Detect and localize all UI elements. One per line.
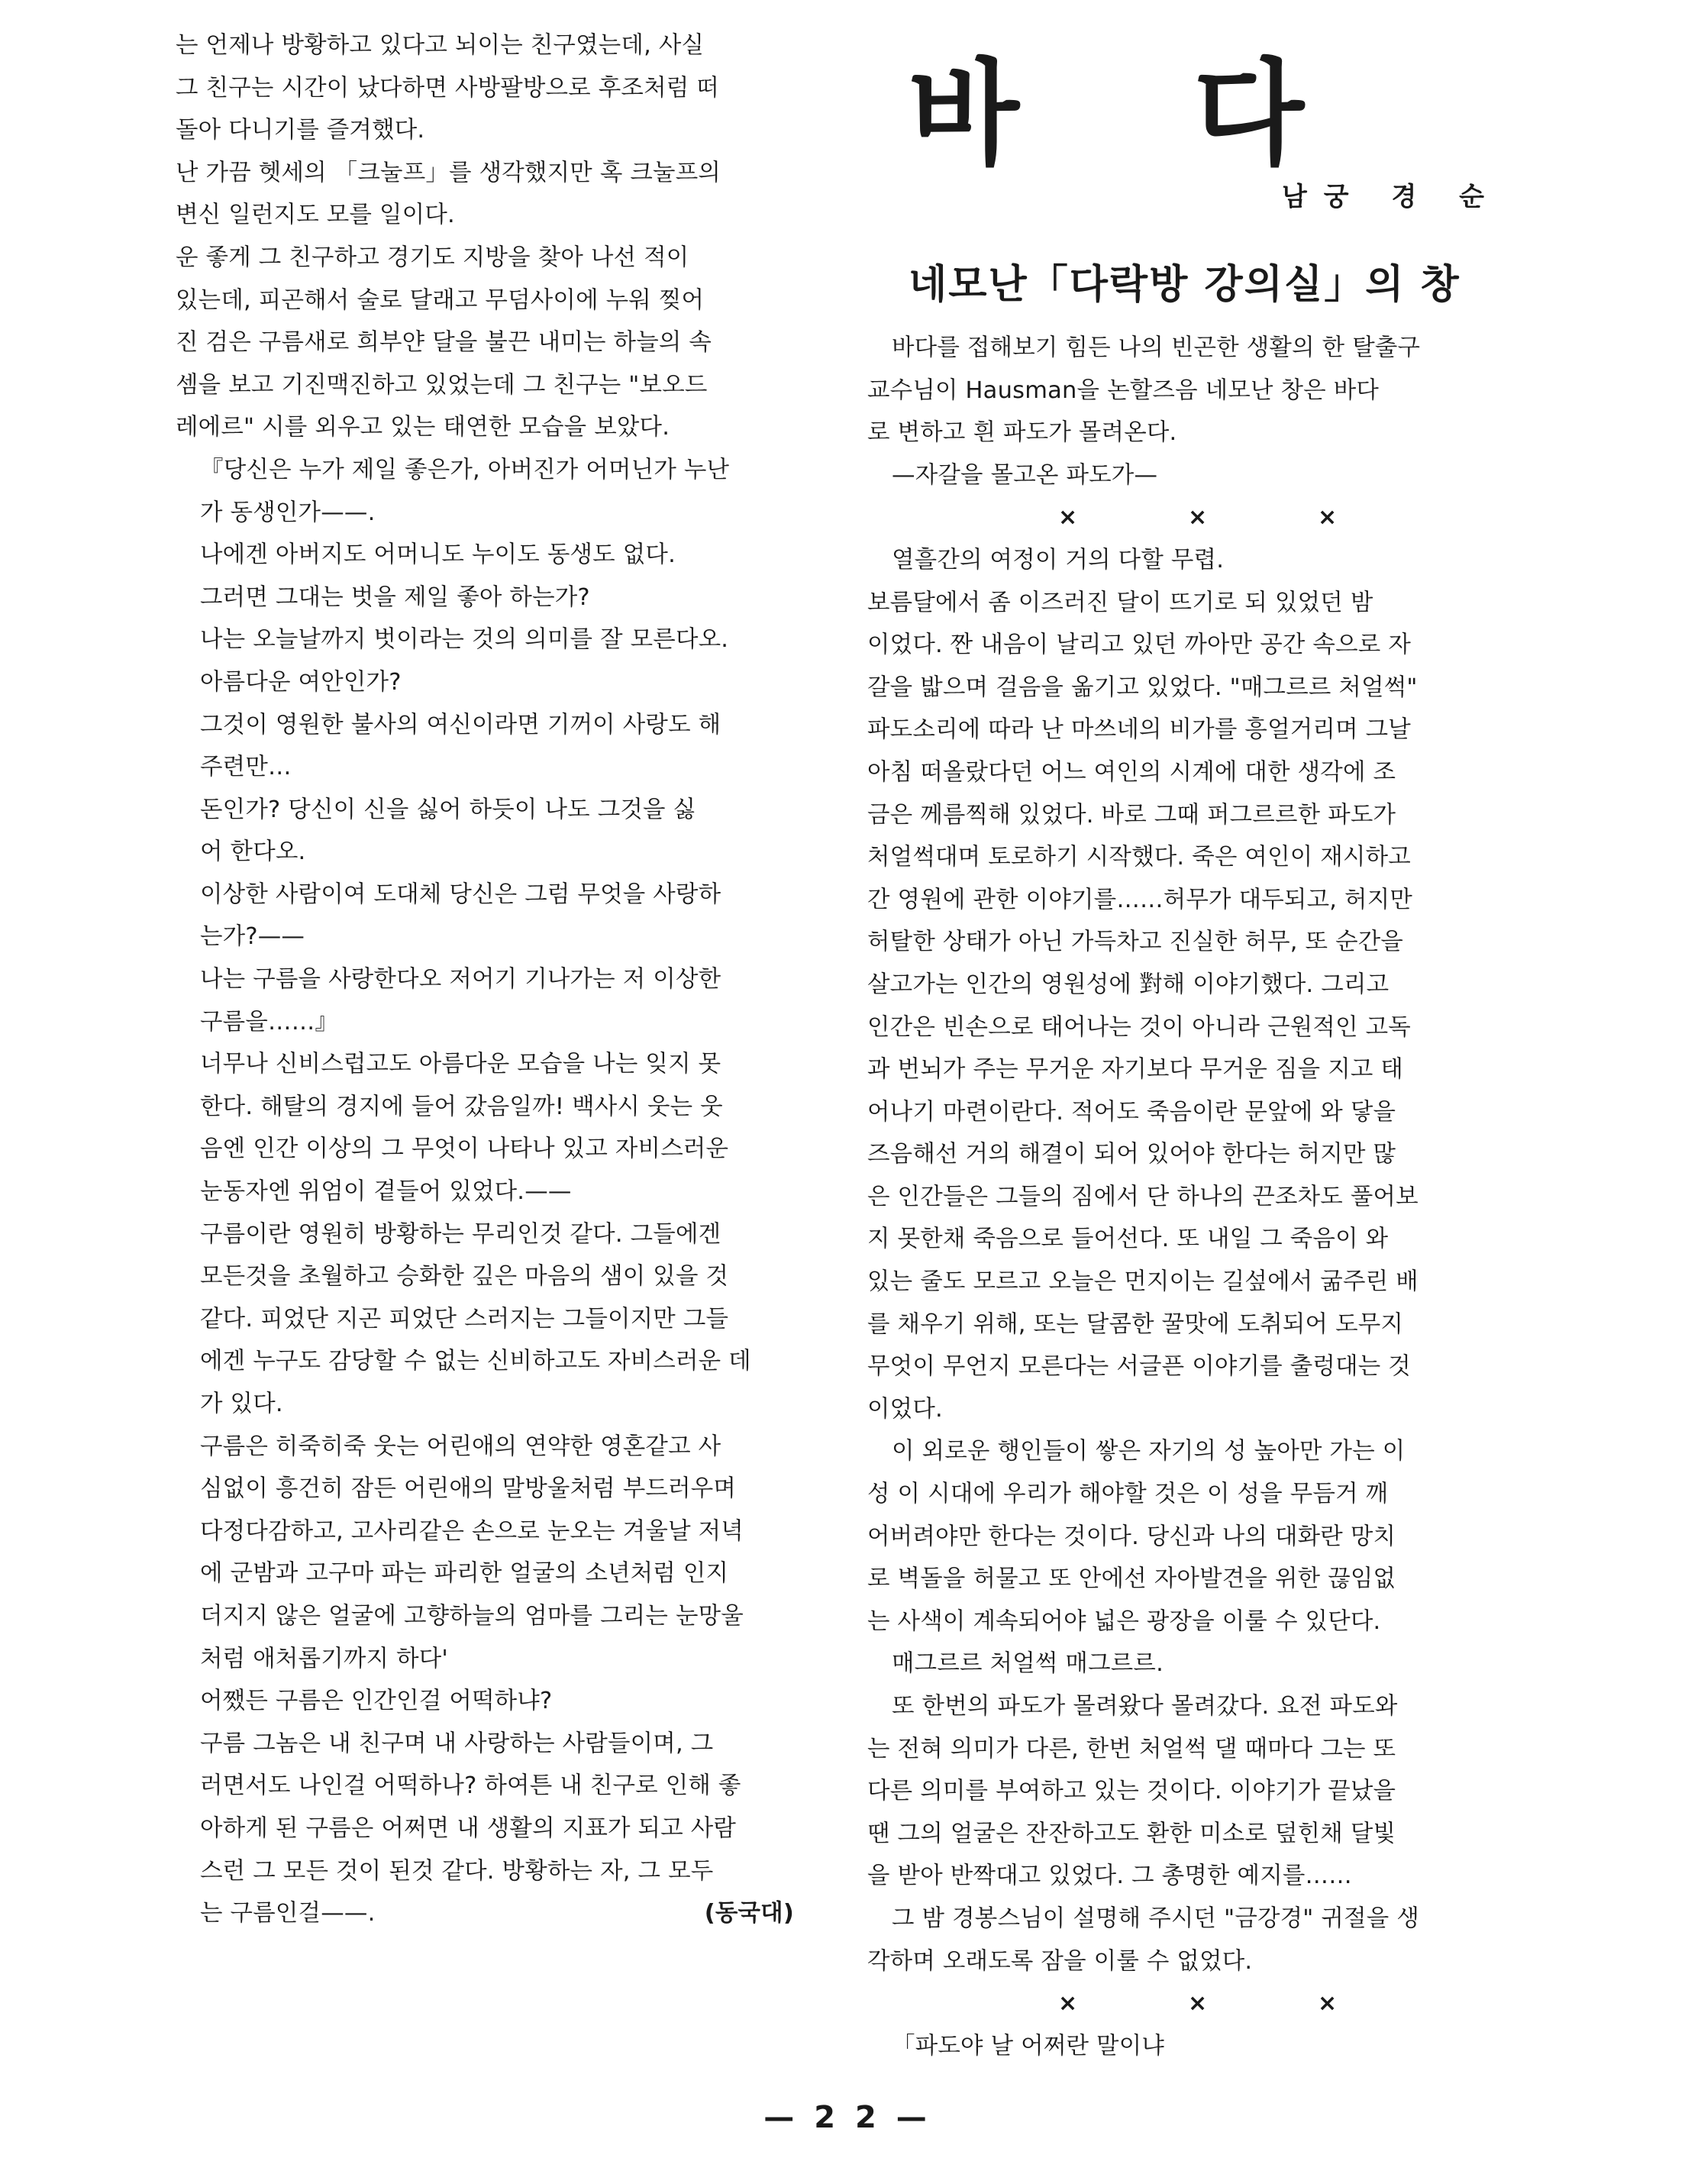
text-line: —자갈을 몰고온 파도가— [892, 461, 1158, 489]
text-line: 는가?—— [200, 923, 305, 951]
author-affiliation: (동국대) [704, 1900, 794, 1927]
text-line: 즈음해선 거의 해결이 되어 있어야 한다는 허지만 많 [867, 1141, 1396, 1168]
text-line: 「파도야 날 어쩌란 말이냐 [892, 2032, 1165, 2060]
text-line: 다정다감하고, 고사리같은 손으로 눈오는 겨울날 저녁 [200, 1517, 744, 1545]
text-line: 각하며 오래도록 잠을 이룰 수 없었다. [867, 1947, 1253, 1975]
separator-mark: × [1058, 1990, 1078, 2018]
text-line: 허탈한 상태가 아닌 가득차고 진실한 허무, 또 순간을 [867, 929, 1404, 956]
text-line: 나는 구름을 사랑한다오 저어기 기나가는 저 이상한 [200, 966, 721, 993]
text-line: 성 이 시대에 우리가 해야할 것은 이 성을 무듬거 깨 [867, 1481, 1389, 1508]
text-line: 땐 그의 얼굴은 잔잔하고도 환한 미소로 덮힌채 달빛 [867, 1820, 1396, 1847]
author-name: 남궁 경 순 [1281, 182, 1501, 212]
text-line: 살고가는 인간의 영원성에 對해 이야기했다. 그리고 [867, 971, 1390, 998]
text-line: 을 받아 반짝대고 있었다. 그 총명한 예지를…… [867, 1863, 1352, 1890]
text-line: 처럼 애처롭기까지 하다' [200, 1645, 449, 1672]
text-line: 변신 일런지도 모를 일이다. [176, 202, 455, 229]
text-line: 이상한 사람이여 도대체 당신은 그럼 무엇을 사랑하 [200, 880, 721, 908]
text-line: 돌아 다니기를 즐겨했다. [176, 117, 425, 144]
text-line: 어버려야만 한다는 것이다. 당신과 나의 대화란 망치 [867, 1523, 1396, 1550]
text-line: 에겐 누구도 감당할 수 없는 신비하고도 자비스러운 데 [200, 1348, 751, 1375]
text-line: 심없이 흥건히 잠든 어린애의 말방울처럼 부드러우며 [200, 1475, 737, 1503]
text-line: 인간은 빈손으로 태어나는 것이 아니라 근원적인 고독 [867, 1013, 1411, 1041]
section-separator [867, 496, 1539, 539]
text-line: 은 인간들은 그들의 짐에서 단 하나의 끈조차도 풀어보 [867, 1183, 1419, 1210]
right-column-essay [867, 46, 1539, 2060]
separator-mark: × [1318, 504, 1338, 531]
article-title: 바 다 [909, 48, 1372, 181]
separator-mark: × [1188, 1990, 1208, 2018]
text-line: 매그르르 처얼썩 매그르르. [892, 1650, 1164, 1678]
text-line: 어나기 마련이란다. 적어도 죽음이란 문앞에 와 닿을 [867, 1098, 1396, 1126]
text-line: 를 채우기 위해, 또는 달콤한 꿀맛에 도취되어 도무지 [867, 1310, 1404, 1338]
text-line: 주련만… [200, 754, 292, 781]
text-line: 이었다. [867, 1395, 943, 1423]
text-line: 바다를 접해보기 힘든 나의 빈곤한 생활의 한 탈출구 [892, 334, 1421, 361]
separator-mark: × [1318, 1990, 1338, 2018]
text-line: 가 동생인가——. [200, 499, 376, 526]
text-line: 너무나 신비스럽고도 아름다운 모습을 나는 잊지 못 [200, 1051, 721, 1078]
text-line: 는 언제나 방황하고 있다고 뇌이는 친구였는데, 사실 [176, 32, 705, 59]
text-line: 한다. 해탈의 경지에 들어 갔음일까! 백사시 웃는 웃 [200, 1093, 723, 1120]
text-line: 간 영원에 관한 이야기를……허무가 대두되고, 허지만 [867, 886, 1413, 913]
text-line: 『당신은 누가 제일 좋은가, 아버진가 어머닌가 누난 [200, 456, 730, 483]
text-line: 있는 줄도 모르고 오늘은 먼지이는 길섶에서 굶주린 배 [867, 1268, 1419, 1296]
text-line: 는 사색이 계속되어야 넓은 광장을 이룰 수 있단다. [867, 1607, 1381, 1635]
text-line: 이 외로운 행인들이 쌓은 자기의 성 높아만 가는 이 [892, 1438, 1406, 1465]
text-line: 아침 떠올랐다던 어느 여인의 시계에 대한 생각에 조 [867, 758, 1396, 786]
text-line: 더지지 않은 얼굴에 고향하늘의 엄마를 그리는 눈망울 [200, 1602, 744, 1630]
text-line: 눈동자엔 위엄이 곁들어 있었다.—— [200, 1178, 572, 1206]
text-line: 아름다운 여안인가? [200, 668, 402, 696]
text-line: 지 못한채 죽음으로 들어선다. 또 내일 그 죽음이 와 [867, 1226, 1389, 1253]
text-line: 금은 께름찍해 있었다. 바로 그때 퍼그르르한 파도가 [867, 801, 1396, 829]
text-line: 가 있다. [200, 1391, 283, 1417]
text-line: 로 변하고 흰 파도가 몰려온다. [867, 419, 1177, 447]
text-line: 운 좋게 그 친구하고 경기도 지방을 찾아 나선 적이 [176, 244, 689, 271]
text-line: 그 친구는 시간이 났다하면 사방팔방으로 후조처럼 떠 [176, 74, 719, 102]
page-number: — 2 2 — [763, 2100, 931, 2135]
section-separator [867, 1982, 1539, 2025]
text-line: 나에겐 아버지도 어머니도 누이도 동생도 없다. [200, 541, 676, 569]
text-line: 파도소리에 따라 난 마쓰네의 비가를 흥얼거리며 그날 [867, 716, 1411, 744]
text-line: 그것이 영원한 불사의 여신이라면 기꺼이 사랑도 해 [200, 711, 721, 738]
text-line: 열흘간의 여정이 거의 다할 무렵. [892, 546, 1225, 573]
text-line: 는 구름인걸——. (동국대) [176, 1892, 825, 1935]
text-line: 구름을……』 [200, 1008, 339, 1035]
text-line: 같다. 피었단 지곤 피었단 스러지는 그들이지만 그들 [200, 1305, 729, 1333]
text-line: 난 가끔 헷세의 「크눌프」를 생각했지만 혹 크눌프의 [176, 159, 721, 186]
text-line: 나는 오늘날까지 벗이라는 것의 의미를 잘 모른다오. [200, 626, 729, 654]
text-line: 이었다. 짠 내음이 날리고 있던 까아만 공간 속으로 자 [867, 632, 1411, 659]
text-line: 다른 의미를 부여하고 있는 것이다. 이야기가 끝났을 [867, 1778, 1396, 1805]
text-line: 구름이란 영원히 방황하는 무리인것 같다. 그들에겐 [200, 1220, 721, 1248]
text-line: 있는데, 피곤해서 술로 달래고 무덤사이에 누워 찢어 [176, 286, 705, 314]
text-line: 또 한번의 파도가 몰려왔다 몰려갔다. 요전 파도와 [892, 1693, 1398, 1720]
text-line: 어쨌든 구름은 인간인걸 어떡하냐? [200, 1688, 553, 1715]
text-line: 에 군밤과 고구마 파는 파리한 얼굴의 소년처럼 인지 [200, 1560, 729, 1588]
text-line: 구름은 히죽히죽 웃는 어린애의 연약한 영혼같고 사 [200, 1433, 721, 1460]
text-line: 아하게 된 구름은 어쩌면 내 생활의 지표가 되고 사람 [200, 1814, 737, 1842]
text-line: 교수님이 Hausman을 논할즈음 네모난 창은 바다 [867, 376, 1380, 404]
text-line: 레에르" 시를 외우고 있는 태연한 모습을 보았다. [176, 414, 670, 441]
text-line: 무엇이 무언지 모른다는 서글픈 이야기를 출렁대는 것 [867, 1353, 1411, 1381]
article-subtitle: 네모난「다락방 강의실」의 창 [909, 262, 1461, 308]
right-body-text [867, 327, 1539, 2067]
article-header [867, 46, 1539, 212]
text-line: 처얼썩대며 토로하기 시작했다. 죽은 여인이 재시하고 [867, 844, 1411, 871]
text-line: 는 전혀 의미가 다른, 한번 처얼썩 댈 때마다 그는 또 [867, 1735, 1396, 1762]
text-line: 스런 그 모든 것이 된것 같다. 방황하는 자, 그 모두 [200, 1857, 714, 1885]
text-line: 보름달에서 좀 이즈러진 달이 뜨기로 되 있었던 밤 [867, 589, 1373, 616]
separator-mark: × [1058, 504, 1078, 531]
text-line: 그러면 그대는 벗을 제일 좋아 하는가? [200, 583, 590, 611]
text-line: 러면서도 나인걸 어떡하나? 하여튼 내 친구로 인해 좋 [200, 1772, 741, 1800]
left-column-essay [176, 24, 825, 1935]
text-line: 음엔 인간 이상의 그 무엇이 나타나 있고 자비스러운 [200, 1136, 729, 1163]
text-line: 어 한다오. [200, 838, 306, 866]
text-line: 모든것을 초월하고 승화한 깊은 마음의 샘이 있을 것 [200, 1263, 729, 1291]
text-line: 돈인가? 당신이 신을 싫어 하듯이 나도 그것을 싫 [200, 796, 696, 823]
separator-mark: × [1188, 504, 1208, 531]
text-line: 과 번뇌가 주는 무거운 자기보다 무거운 짐을 지고 태 [867, 1056, 1404, 1084]
text-line: 셈을 보고 기진맥진하고 있었는데 그 친구는 "보오드 [176, 371, 708, 399]
text-line: 구름 그놈은 내 친구며 내 사랑하는 사람들이며, 그 [200, 1730, 714, 1757]
text-line: 그 밤 경봉스님이 설명해 주시던 "금강경" 귀절을 생 [892, 1905, 1419, 1932]
text-line: 갈을 밟으며 걸음을 옮기고 있었다. "매그르르 처얼썩" [867, 674, 1418, 701]
text-line: 로 벽돌을 허물고 또 안에선 자아발견을 위한 끊임없 [867, 1565, 1396, 1593]
text-line: 진 검은 구름새로 희부얀 달을 불끈 내미는 하늘의 속 [176, 329, 712, 357]
